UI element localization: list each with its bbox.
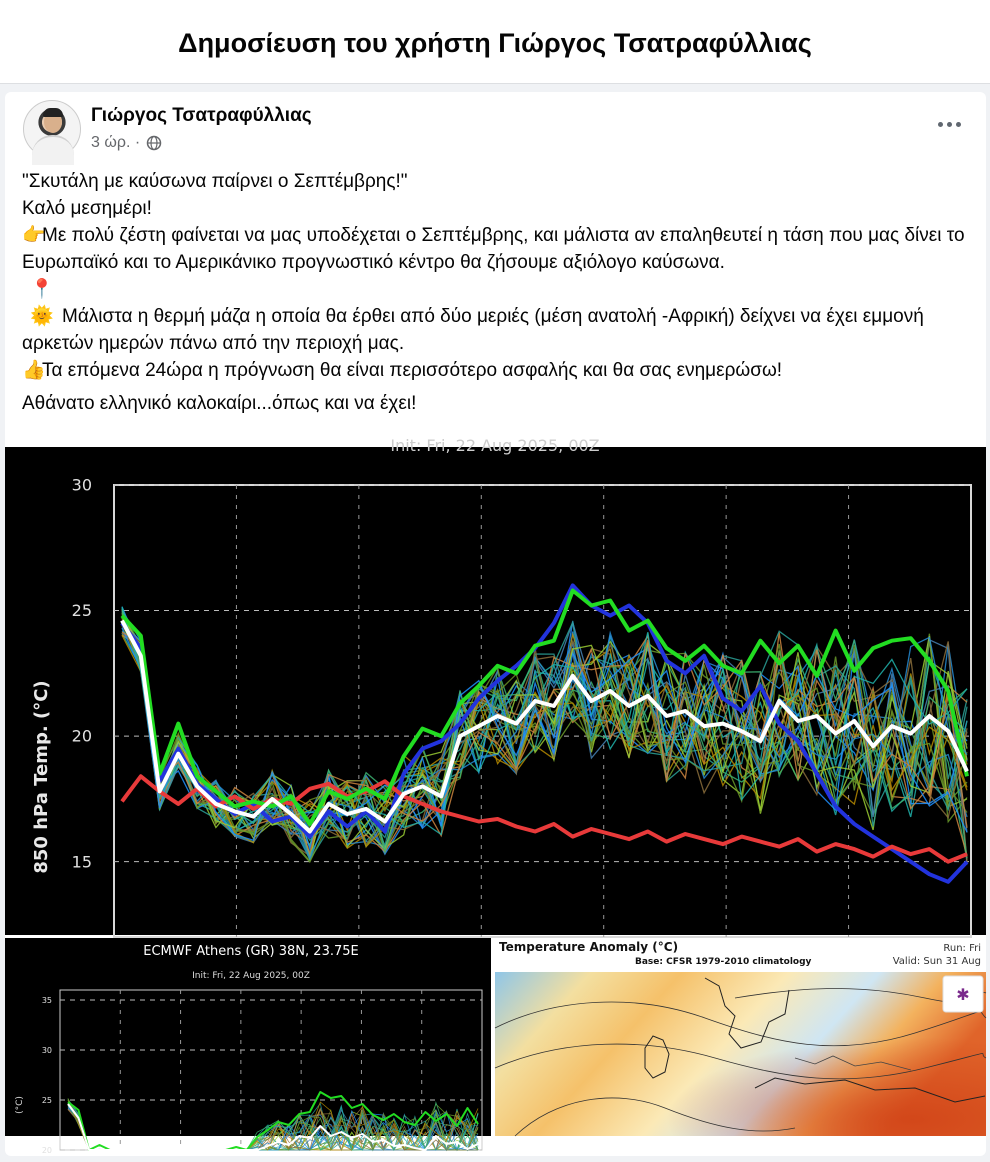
anomaly-map xyxy=(495,938,986,1136)
globe-icon xyxy=(146,135,162,151)
thumbnail-chart xyxy=(5,938,491,1155)
ecmwf-thumbnail[interactable] xyxy=(5,938,491,1155)
thumb-title: ECMWF Athens (GR) 38N, 23.75E xyxy=(143,944,359,959)
thumbs-up-icon: 👍 xyxy=(22,360,46,381)
more-options-icon[interactable] xyxy=(932,112,966,136)
y-tick-label: 25 xyxy=(71,601,92,621)
avatar-hair xyxy=(43,108,63,117)
y-tick-label: 20 xyxy=(71,726,92,746)
chart-title: Init: Fri, 22 Aug 2025, 00Z xyxy=(390,436,600,455)
post-text xyxy=(22,168,972,417)
thumb-subtitle: Init: Fri, 22 Aug 2025, 00Z xyxy=(192,971,310,981)
avatar-shirt xyxy=(32,135,74,165)
y-axis-label: 850 hPa Temp. (°C) xyxy=(31,680,52,874)
map-title: Temperature Anomaly (°C) xyxy=(499,940,679,954)
series-line-3 xyxy=(122,776,967,861)
post-time[interactable]: 3 ώρ. · xyxy=(91,134,141,151)
thumb-ylabel: (°C) xyxy=(15,1096,25,1114)
more-dot xyxy=(938,122,943,127)
y-tick-label: 15 xyxy=(71,852,92,872)
map-base: Base: CFSR 1979-2010 climatology xyxy=(635,957,812,967)
more-dot xyxy=(947,122,952,127)
pointing-hand-icon: 👉 xyxy=(22,225,46,246)
map-valid: Valid: Sun 31 Aug xyxy=(892,956,981,967)
y-tick-label: 35 xyxy=(41,995,52,1005)
page-header xyxy=(0,0,990,84)
post-line: 📍🌞 Μάλιστα η θερμή μάζα η οποία θα έρθει από δύο μεριές (μέση ανατολή -Αφρική) δείχνει να έχει εμμονή αρκετών ημερών πάνω από την περιοχή μας. xyxy=(22,276,972,357)
more-dot xyxy=(956,122,961,127)
pin-sun-icon: 📍🌞 xyxy=(30,279,54,327)
main-chart xyxy=(5,436,986,935)
avatar[interactable] xyxy=(23,100,81,158)
post-line: Αθάνατο ελληνικό καλοκαίρι...όπως και να έχει! xyxy=(22,393,417,414)
y-tick-label: 25 xyxy=(41,1095,52,1105)
post-line: "Σκυτάλη με καύσωνα παίρνει ο Σεπτέμβρης!" xyxy=(22,171,408,192)
post-meta xyxy=(91,134,162,152)
logo-glyph: ✱ xyxy=(956,985,970,1004)
post-line: Καλό μεσημέρι! xyxy=(22,198,152,219)
thumb-frame xyxy=(60,990,482,1150)
author-name[interactable]: Γιώργος Τσατραφύλλιας xyxy=(91,105,312,126)
y-tick-label: 20 xyxy=(41,1145,52,1155)
post-line: 👉Με πολύ ζέστη φαίνεται να μας υποδέχεται ο Σεπτέμβρης, και μάλιστα αν επαληθευτεί η τάση που μας δίνει το Ευρωπαϊκό και το Αμερικάνικο προγνωστικό κέντρο θα ζήσουμε αξιόλογο καύσωνα. xyxy=(22,222,972,276)
page-title: Δημοσίευση του χρήστη Γιώργος Τσατραφύλλιας xyxy=(178,28,812,58)
post-card xyxy=(5,92,986,1156)
post-line: 👍Τα επόμενα 24ώρα η πρόγνωση θα είναι περισσότερο ασφαλής και θα σας ενημερώσω! xyxy=(22,357,972,384)
map-run: Run: Fri xyxy=(943,943,981,954)
anomaly-map-thumbnail[interactable] xyxy=(495,938,986,1136)
y-tick-label: 30 xyxy=(71,475,92,495)
y-tick-label: 30 xyxy=(41,1045,52,1055)
main-chart-image[interactable] xyxy=(5,436,986,935)
map-hot-region xyxy=(495,972,986,1136)
